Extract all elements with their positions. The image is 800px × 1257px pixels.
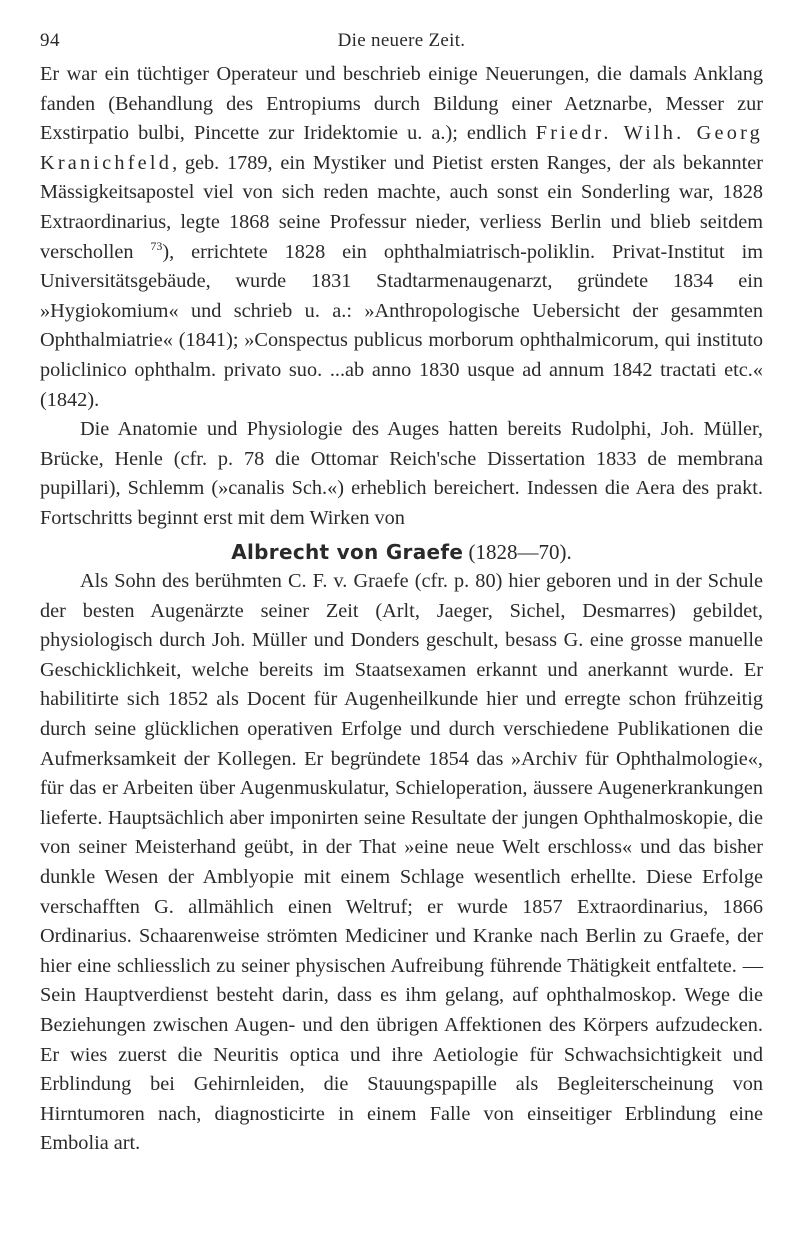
footnote-ref: 73: [150, 238, 163, 253]
paragraph-1-text-c: ), errichtete 1828 ein ophthalmiatrisch-poliklin. Privat-Institut im Universitätsgebäude, wurde 1831 Stadtarmenaugenarzt, gründete 1834 ein »Hygiokomium« und schrieb u. a.: »Anthropologische Uebersicht der gesammten Ophthalmiatrie« (1841); »Conspectus publicus morborum ophthalmicorum, qui instituto policlinico ophthalm. privato suo. ...ab anno 1830 usque ad annum 1842 tractati etc.« (1842).: [40, 240, 764, 411]
paragraph-3: Als Sohn des berühmten C. F. v. Graefe (cfr. p. 80) hier geboren und in der Schule der besten Augenärzte seiner Zeit (Arlt, Jaeger, Sichel, Desmarres) gebildet, physiologisch durch Joh. Müller und Donders geschult, besass G. eine grosse manuelle Geschicklichkeit, welche bereits im Staatsexamen erkannt und anerkannt wurde. Er habilitirte sich 1852 als Docent für Augenheilkunde hier und erregte schon frühzeitig durch seine glücklichen operativen Erfolge und durch verschiedene Publikationen die Aufmerksamkeit der Kollegen. Er begründete 1854 das »Archiv für Ophthalmologie«, für das er Arbeiten über Augenmuskulatur, Schieloperation, äussere Augenerkrankungen lieferte. Hauptsächlich aber imponirten seine Resultate der jungen Ophthalmoskopie, die von seiner Meisterhand geübt, in der That »eine neue Welt erschloss« und das bisher dunkle Wesen der Amblyopie mit einem Schlage wesentlich erhellte. Diese Erfolge verschafften G. allmählich einen Weltruf; er wurde 1857 Extraordinarius, 1866 Ordinarius. Schaarenweise strömten Mediciner und Kranke nach Berlin zu Graefe, der hier eine schliesslich zu seiner physischen Aufreibung führende Thätigkeit entfaltete. — Sein Hauptverdienst besteht darin, dass es ihm gelang, auf ophthalmoskop. Wege die Beziehungen zwischen Augen- und den übrigen Affektionen des Körpers aufzudecken. Er wies zuerst die Neuritis optica und ihre Aetiologie für Schwachsichtigkeit und Erblindung bei Gehirnleiden, die Stauungspapille als Begleiterscheinung von Hirntumoren nach, diagnosticirte in einem Falle von einseitiger Erblindung eine Embolia art.: [40, 570, 763, 1155]
paragraph-1: [40, 60, 763, 415]
body-text: [40, 60, 763, 1159]
page-number: 94: [40, 30, 60, 51]
paragraph-1-text-b: , geb. 1789, ein Mystiker und Pietist ersten Ranges, der als bekannter Mässigkeitsapostel viel von sich reden machte, auch sonst ein Sonderling war, 1828 Extraordinarius, legte 1868 seine Professur nieder, verliess Berlin und blieb seitdem verschollen: [40, 151, 763, 263]
paragraph-2: Die Anatomie und Physiologie des Auges hatten bereits Rudolphi, Joh. Müller, Brücke, Henle (cfr. p. 78 die Ottomar Reich'sche Dissertation 1833 de membrana pupillari), Schlemm (»canalis Sch.«) erheblich bereichert. Indessen die Aera des prakt. Fortschritts beginnt erst mit dem Wirken von: [40, 418, 763, 529]
section-heading-years: (1828—70).: [463, 539, 572, 564]
book-page: [40, 0, 763, 1257]
paragraph-1-text-a: Er war ein tüchtiger Operateur und beschrieb einige Neuerungen, die damals Anklang fanden (Behandlung des Entropiums durch Bildung einer Aetznarbe, Messer zur Exstirpatio bulbi, Pincette zur Iridektomie u. a.); endlich: [40, 63, 763, 145]
section-heading: [40, 538, 763, 568]
section-heading-name: Albrecht von Graefe: [231, 539, 464, 564]
running-title: Die neuere Zeit.: [337, 30, 466, 51]
page-header: [40, 0, 763, 51]
person-name-kranichfeld: Friedr. Wilh. Georg Kranichfeld: [40, 122, 764, 174]
